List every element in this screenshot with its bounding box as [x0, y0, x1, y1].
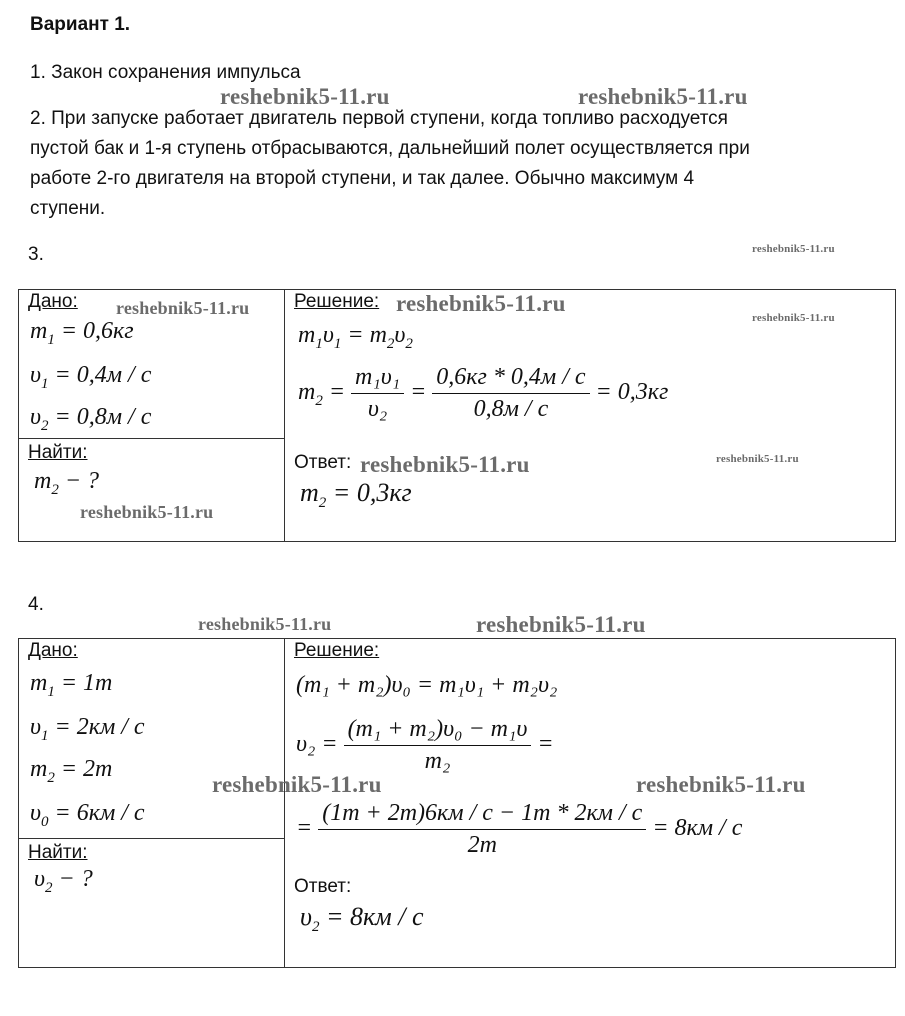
- answer-label: Ответ:: [294, 876, 352, 897]
- watermark: reshebnik5-11.ru: [636, 772, 806, 797]
- find-label: Найти:: [28, 842, 88, 863]
- find-item: $m_2$ − ?: [34, 468, 100, 498]
- question-2-line: работе 2-го двигателя на второй ступени, и так далее. Обычно максимум 4: [30, 168, 695, 189]
- equation-numeric: = $\frac{(1т + 2т)6км / с - 1т * 2км / с}{2т}$ = 8км / с: [296, 800, 743, 858]
- given-label: Дано:: [28, 291, 78, 312]
- watermark: reshebnik5-11.ru: [716, 453, 799, 465]
- page-title: Вариант 1.: [30, 14, 131, 35]
- given-item: $\upsilon_1 = 2км / с$: [30, 714, 145, 744]
- given-item: $m_1 = 0,6кг$: [30, 318, 134, 348]
- watermark: reshebnik5-11.ru: [396, 291, 566, 316]
- given-item: $m_2 = 2т$: [30, 756, 113, 786]
- watermark: reshebnik5-11.ru: [360, 452, 530, 477]
- problem-4-number: 4.: [28, 594, 44, 615]
- answer-value: $m_2 = 0,3кг$: [300, 478, 412, 512]
- watermark: reshebnik5-11.ru: [212, 772, 382, 797]
- answer-value: $\upsilon_2 = 8км / с$: [300, 902, 424, 936]
- given-item: $m_1 = 1т$: [30, 670, 113, 700]
- find-label: Найти:: [28, 442, 88, 463]
- question-2: [30, 104, 750, 224]
- equation-momentum: $m_1\upsilon_1 = m_2\upsilon_2$: [298, 322, 413, 352]
- solution-label: Решение:: [294, 640, 380, 661]
- watermark: reshebnik5-11.ru: [578, 84, 748, 109]
- given-item: $\upsilon_0 = 6км / с$: [30, 800, 145, 830]
- find-item: $\upsilon_2$ − ?: [34, 866, 93, 896]
- equation-momentum: (m₁ + m₂)υ₀ = m₁υ₁ + m₂υ₂: [296, 672, 558, 698]
- question-2-line: пустой бак и 1-я ступень отбрасываются, дальнейший полет осуществляется при: [30, 138, 750, 159]
- watermark: reshebnik5-11.ru: [476, 612, 646, 637]
- equation-solve-m2: $m_2$ = $\frac{\text{m₁υ₁}}{\text{υ₂}}$ = $\frac{0,6кг * 0,4м / с}{0,8м / с}$ = 0,3кг: [298, 364, 669, 422]
- watermark: reshebnik5-11.ru: [198, 614, 332, 634]
- watermark: reshebnik5-11.ru: [752, 312, 835, 324]
- watermark: reshebnik5-11.ru: [116, 298, 250, 318]
- question-2-line: ступени.: [30, 198, 106, 219]
- given-label: Дано:: [28, 640, 78, 661]
- question-2-line: 2. При запуске работает двигатель первой ступени, когда топливо расходуется: [30, 108, 728, 129]
- given-item: $\upsilon_2 = 0,8м / с$: [30, 404, 152, 434]
- watermark: reshebnik5-11.ru: [752, 243, 835, 255]
- answer-label: Ответ:: [294, 452, 352, 473]
- solution-label: Решение:: [294, 291, 380, 312]
- question-1: 1. Закон сохранения импульса: [30, 62, 301, 83]
- equation-solve-v2: υ₂ = $\frac{\text{(m₁ + m₂)υ₀ − m₁υ}}{\text{m₂}}$ =: [296, 716, 554, 774]
- problem-3-number: 3.: [28, 244, 44, 265]
- watermark: reshebnik5-11.ru: [80, 502, 214, 522]
- watermark: reshebnik5-11.ru: [220, 84, 390, 109]
- given-item: $\upsilon_1 = 0,4м / с$: [30, 362, 152, 392]
